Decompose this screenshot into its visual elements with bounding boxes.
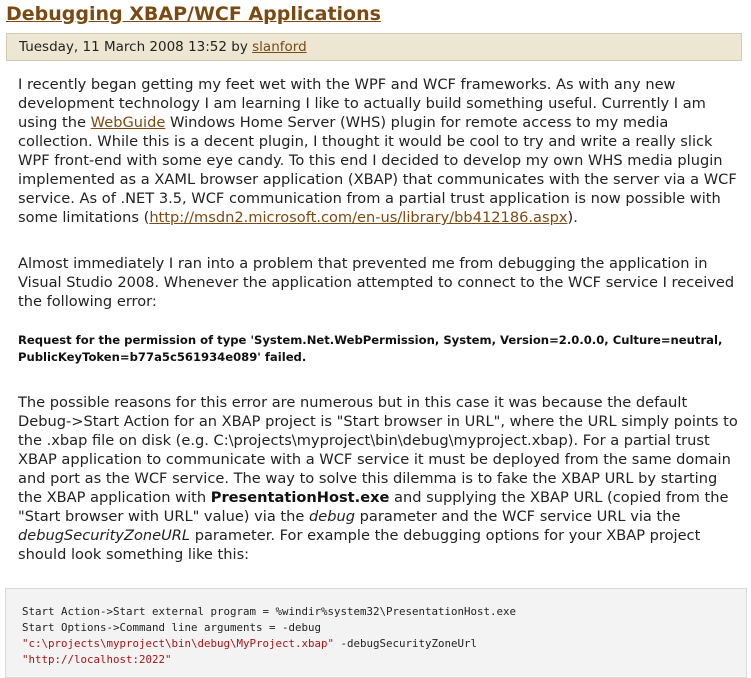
solution-text-2: and supplying the XBAP URL (copied from the "Start browser with URL" value) via the xyxy=(18,489,729,525)
intro-text-1: I recently began getting my feet wet with the WPF and WCF frameworks. As with any new development technology I am learning I like to actually build something useful. Currently I am using the xyxy=(18,76,706,131)
code-line-3 xyxy=(22,636,746,652)
solution-text-1: The possible reasons for this error are numerous but in this case it was because the default Debug->Start Action for an XBAP project is "Start browser in URL", where the URL simply points to the .xbap file on disk (e.g. C:\projects\myproject\bin\debug\myproject.xbap). For a partial trust XBAP application to communicate with a WCF service it must be deployed from the same domain and port as the WCF service. The way to solve this dilemma is to fake the XBAP URL by starting the XBAP application with xyxy=(18,394,738,506)
solution-text-4: parameter. For example the debugging options for your XBAP project should look something like this: xyxy=(18,527,701,563)
msdn-link[interactable]: http://msdn2.microsoft.com/en-us/library/bb412186.aspx xyxy=(149,209,568,226)
intro-text-3: ). xyxy=(567,209,578,226)
code-line-2: Start Options->Command line arguments = -debug xyxy=(22,621,322,634)
post-title-link[interactable]: Debugging XBAP/WCF Applications xyxy=(6,3,381,25)
code-line-4-string: "http://localhost:2022" xyxy=(22,653,172,666)
debug-param-italic: debug xyxy=(309,508,356,525)
presentationhost-bold: PresentationHost.exe xyxy=(210,489,390,506)
post-by-text: by xyxy=(226,39,253,55)
code-line-3-string: "c:\projects\myproject\bin\debug\MyProject.xbap" xyxy=(22,637,335,650)
intro-text-2: Windows Home Server (WHS) plugin for remote access to my media collection. While this is a decent plugin, I thought it would be cool to try and write a really slick WPF front-end with some eye candy. To this end I decided to develop my own WHS media plugin implemented as a XAML browser application (XBAP) that communicates with the server via a WCF service. As of .NET 3.5, WCF communication from a partial trust application is now possible with some limitations ( xyxy=(18,114,737,226)
error-message: Request for the permission of type 'System.Net.WebPermission, System, Version=2.0.0.0, Culture=neutral, PublicKeyToken=b77a5c561934e089' failed. xyxy=(18,333,723,364)
post-date: Tuesday, 11 March 2008 13:52 xyxy=(19,39,227,55)
code-line-1: Start Action->Start external program = %windir%system32\PresentationHost.exe xyxy=(22,605,517,618)
webguide-link[interactable]: WebGuide xyxy=(90,114,166,131)
solution-paragraph xyxy=(18,393,742,564)
code-block xyxy=(5,588,747,678)
author-link[interactable]: slanford xyxy=(252,39,307,55)
code-line-3-rest: -debugSecurityZoneUrl xyxy=(334,637,478,650)
security-zone-param-italic: debugSecurityZoneURL xyxy=(18,527,191,544)
problem-paragraph: Almost immediately I ran into a problem that prevented me from debugging the application in Visual Studio 2008. Whenever the application attempted to connect to the WCF service I received the following error: xyxy=(18,255,735,310)
intro-paragraph xyxy=(18,75,742,227)
post-meta-bar xyxy=(6,33,742,61)
solution-text-3: parameter and the WCF service URL via the xyxy=(355,508,681,525)
